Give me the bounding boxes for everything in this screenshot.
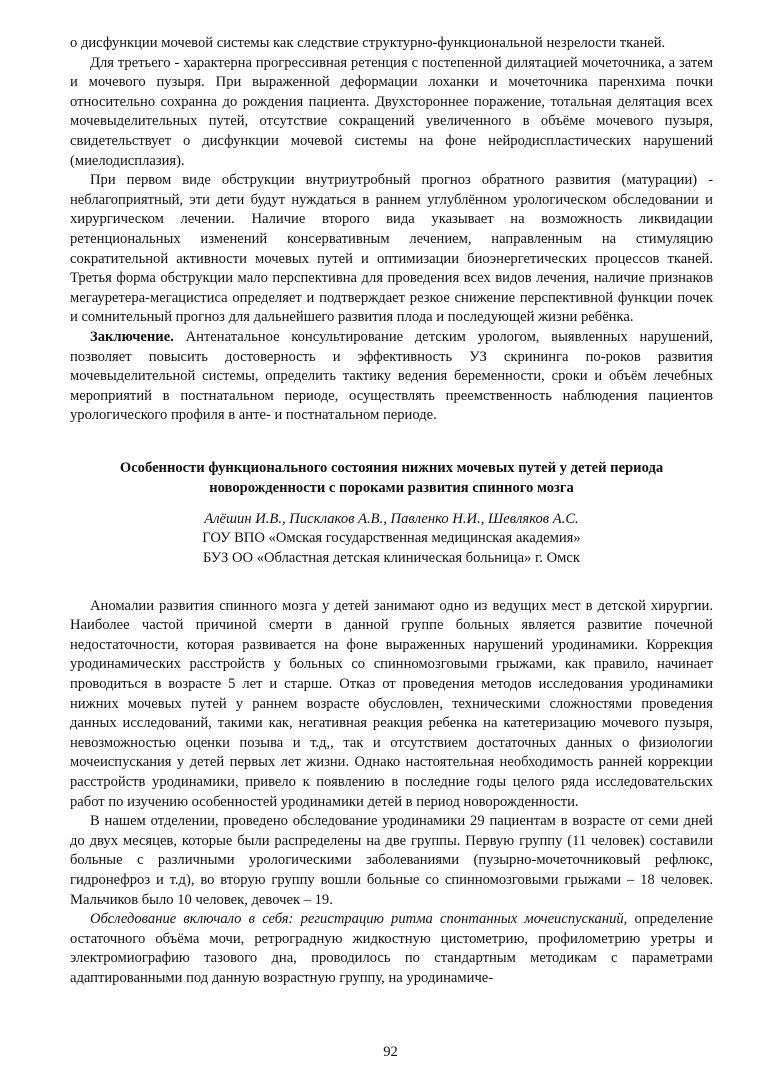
paragraph-study-groups: В нашем отделении, проведено обследование уродинамики 29 пациентам в возрасте от семи дней до двух месяцев, которые были распределены на две группы. Первую группу (11 человек) составили больные с различными урологическими заболеваниями (пузырно-мочеточниковый рефлюкс, гидронефроз и т.д), во вторую группу вошли больные со спинномозговыми грыжами – 18 человек. Мальчиков было 10 человек, девочек – 19.: [70, 813, 713, 908]
article-authors-block: [70, 510, 713, 569]
conclusion-lead: Заключение.: [90, 328, 174, 345]
article-body: [70, 597, 713, 989]
page-number: 92: [383, 1044, 398, 1060]
methods-text: определение остаточного объёма мочи, ретроградную жидкостную цистометрию, профилометрию уретры и электромиографию тазового дна, проводилось по стандартным методикам с параметрами адаптированными под данную возрастную группу, на уродинамиче-: [70, 911, 713, 986]
paragraph-methods: [70, 910, 713, 988]
paragraph-continuation: о дисфункции мочевой системы как следствие структурно-функциональной незрелости тканей.: [70, 35, 666, 51]
paragraph-prognosis: При первом виде обструкции внутриутробный прогноз обратного развития (матурации) - неблагоприятный, эти дети будут нуждаться в раннем углублённом урологическом обследовании и хирургическом лечении. Наличие второго вида указывает на возможность ликвидации ретенциональных изменений консервативным лечением, направленным на стимуляцию сократительной активности мочевых путей и оптимизации биоэнергетических процессов тканей. Третья форма обструкции мало перспективна для проведения всех видов лечения, наличие признаков мегауретера-мегацистиса определяет и подтверждает резкое снижение перспективной функции почек и сомнительный прогноз для дальнейшего развития плода и последующей жизни ребёнка.: [70, 172, 713, 326]
article-title: Особенности функционального состояния нижних мочевых путей у детей периода новорожденности с пороками развития спинного мозга: [119, 459, 664, 496]
paragraph-conclusion: [70, 328, 713, 426]
conclusion-text: Антенатальное консультирование детским урологом, выявленных нарушений, позволяет повысить достоверность и эффективность УЗ скрининга по-роков развития мочевыделительной системы, определить тактику ведения беременности, сроки и объём лечебных мероприятий в постнатальном периоде, осуществлять преемственность наблюдения пациентов урологического профиля в анте- и постнатальном периоде.: [70, 328, 713, 424]
paragraph-third-type: Для третьего - характерна прогрессивная ретенция с постепенной дилятацией мочеточника, а затем и мочевого пузыря. При выраженной деформации лоханки и мочеточника паренхима почки относительно сохранна до рождения пациента. Двухстороннее поражение, тотальная делятация всех мочевыделительных путей, отсутствие сокращений увеличенного в объёме мочевого пузыря, свидетельствует о дисфункции мочевой системы на фоне нейродиспластических нарушений (миелодисплазия).: [70, 54, 713, 169]
affiliation-1: ГОУ ВПО «Омская государственная медицинская академия»: [202, 530, 581, 547]
affiliation-2: БУЗ ОО «Областная детская клиническая больница» г. Омск: [203, 550, 580, 567]
paragraph-intro: Аномалии развития спинного мозга у детей занимают одно из ведущих мест в детской хирургии. Наиболее частой причиной смерти в данной группе больных является развитие почечной недостаточности, которая развивается на фоне выраженных нарушений уродинамики. Коррекция уродинамических расстройств у больных со спинномозговыми грыжами, как правило, начинает проводиться в возрасте 5 лет и старше. Отказ от проведения методов исследования уродинамики нижних мочевых путей у раннем возрасте обусловлен, техническими сложностями проведения данных исследований, такими как, негативная реакция ребенка на катетеризацию мочевого пузыря, невозможностью оценки позыва и т.д,, так и отсутствием достаточных данных о физиологии мочеиспускания у детей первых лет жизни. Однако настоятельная необходимость ранней коррекции расстройств уродинамики, привело к появлению в последние годы целого ряда исследовательских работ по изучению особенностей уродинамики детей в период новорожденности.: [70, 597, 713, 810]
author-names: Алёшин И.В., Писклаков А.В., Павленко Н.И., Шевляков А.С.: [204, 510, 579, 527]
methods-lead: Обследование включало в себя: регистрацию ритма спонтанных мочеиспусканий,: [90, 911, 628, 928]
